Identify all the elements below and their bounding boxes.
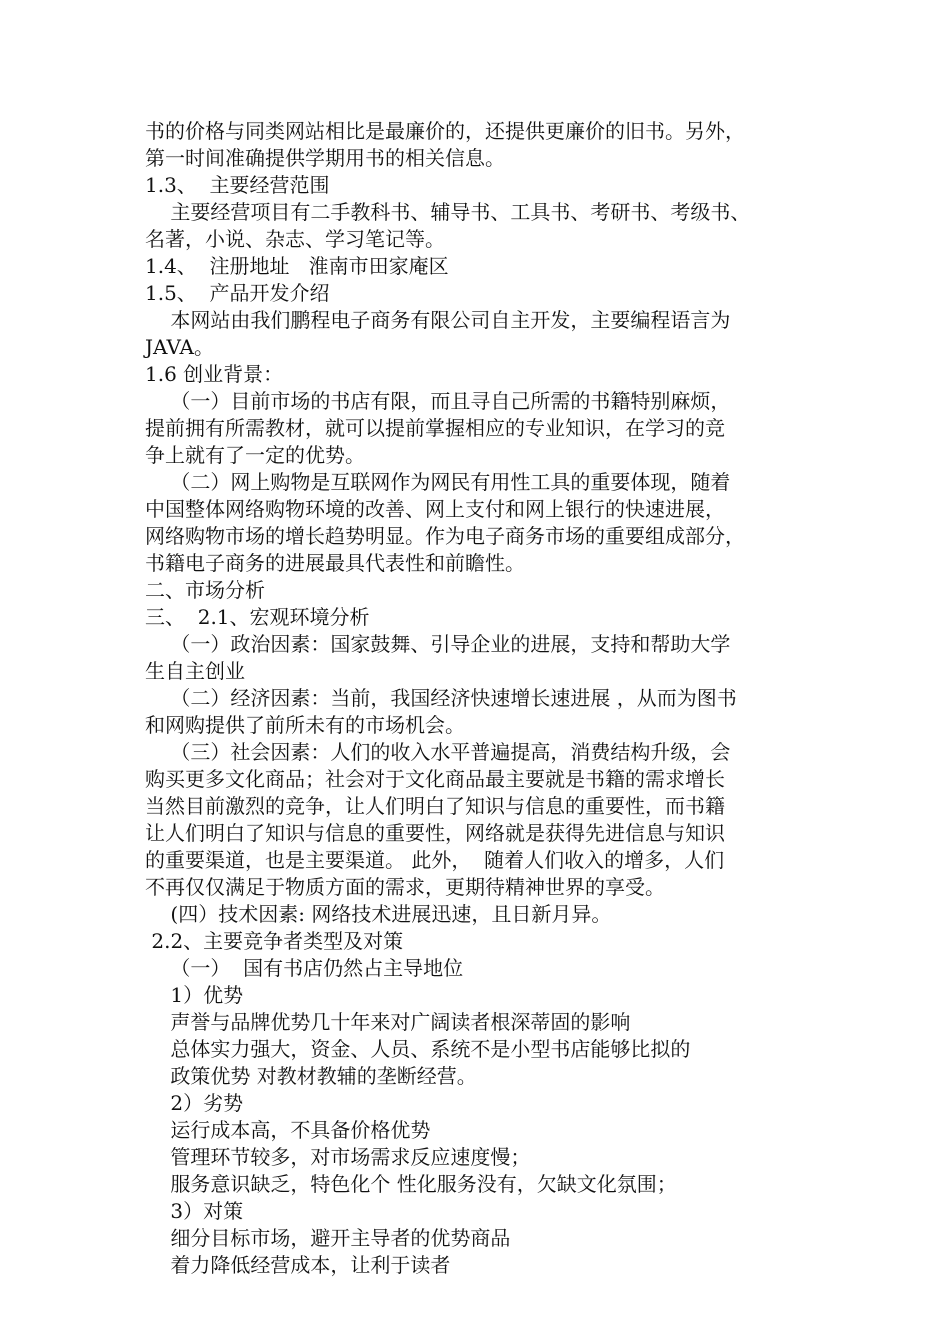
text-line: 购买更多文化商品；社会对于文化商品最主要就是书籍的需求增长 [145, 767, 725, 791]
list-item: 声誉与品牌优势几十年来对广阔读者根深蒂固的影响 [145, 1010, 631, 1034]
list-item: 细分目标市场，避开主导者的优势商品 [145, 1226, 511, 1250]
document-page [145, 118, 825, 1279]
text-line: 不再仅仅满足于物质方面的需求，更期待精神世界的享受。 [145, 875, 665, 899]
text-line: （二）经济因素：当前，我国经济快速增长速进展 ，从而为图书 [145, 686, 737, 710]
text-line: 的重要渠道，也是主要渠道。 此外， 随着人们收入的增多，人们 [145, 848, 725, 872]
section-heading: 三、 2.1、宏观环境分析 [145, 605, 370, 629]
text-line: 第一时间准确提供学期用书的相关信息。 [145, 146, 505, 170]
list-item: 政策优势 对教材教辅的垄断经营。 [145, 1064, 477, 1088]
section-heading: 二、市场分析 [145, 578, 265, 602]
list-item: 总体实力强大，资金、人员、系统不是小型书店能够比拟的 [145, 1037, 691, 1061]
text-line: 当然目前激烈的竞争，让人们明白了知识与信息的重要性，而书籍 [145, 794, 725, 818]
section-heading: 1.3、 主要经营范围 [145, 173, 330, 197]
section-heading: 1.4、 注册地址 淮南市田家庵区 [145, 254, 449, 278]
list-heading: 3）对策 [145, 1199, 244, 1223]
list-item: 服务意识缺乏，特色化个 性化服务没有，欠缺文化氛围； [145, 1172, 677, 1196]
text-line: 中国整体网络购物环境的改善、网上支付和网上银行的快速进展， [145, 497, 725, 521]
list-heading: 1）优势 [145, 983, 244, 1007]
text-line: 网络购物市场的增长趋势明显。作为电子商务市场的重要组成部分， [145, 524, 745, 548]
text-line: 和网购提供了前所未有的市场机会。 [145, 713, 465, 737]
text-line: 名著，小说、杂志、学习笔记等。 [145, 227, 445, 251]
text-line: 提前拥有所需教材，就可以提前掌握相应的专业知识，在学习的竞 [145, 416, 725, 440]
text-line: (四）技术因素: 网络技术进展迅速，且日新月异。 [145, 902, 612, 926]
subsection-heading: （一） 国有书店仍然占主导地位 [145, 956, 464, 980]
list-item: 管理环节较多，对市场需求反应速度慢； [145, 1145, 531, 1169]
list-item: 运行成本高，不具备价格优势 [145, 1118, 431, 1142]
text-line: （一）目前市场的书店有限，而且寻自己所需的书籍特别麻烦， [145, 389, 731, 413]
section-heading: 1.6 创业背景： [145, 362, 284, 386]
text-line: 生自主创业 [145, 659, 245, 683]
text-line: JAVA。 [145, 335, 214, 359]
text-line: 本网站由我们鹏程电子商务有限公司自主开发，主要编程语言为 [145, 308, 731, 332]
list-heading: 2）劣势 [145, 1091, 244, 1115]
text-line: 主要经营项目有二手教科书、辅导书、工具书、考研书、考级书、 [145, 200, 751, 224]
section-heading: 2.2、主要竞争者类型及对策 [145, 929, 404, 953]
text-line: 争上就有了一定的优势。 [145, 443, 365, 467]
text-line: （二）网上购物是互联网作为网民有用性工具的重要体现，随着 [145, 470, 731, 494]
text-line: 书籍电子商务的进展最具代表性和前瞻性。 [145, 551, 525, 575]
text-line: 让人们明白了知识与信息的重要性，网络就是获得先进信息与知识 [145, 821, 725, 845]
text-line: 书的价格与同类网站相比是最廉价的，还提供更廉价的旧书。另外， [145, 119, 745, 143]
text-line: （一）政治因素：国家鼓舞、引导企业的进展，支持和帮助大学 [145, 632, 731, 656]
section-heading: 1.5、 产品开发介绍 [145, 281, 330, 305]
text-line: （三）社会因素：人们的收入水平普遍提高，消费结构升级，会 [145, 740, 731, 764]
list-item: 着力降低经营成本，让利于读者 [145, 1253, 451, 1277]
